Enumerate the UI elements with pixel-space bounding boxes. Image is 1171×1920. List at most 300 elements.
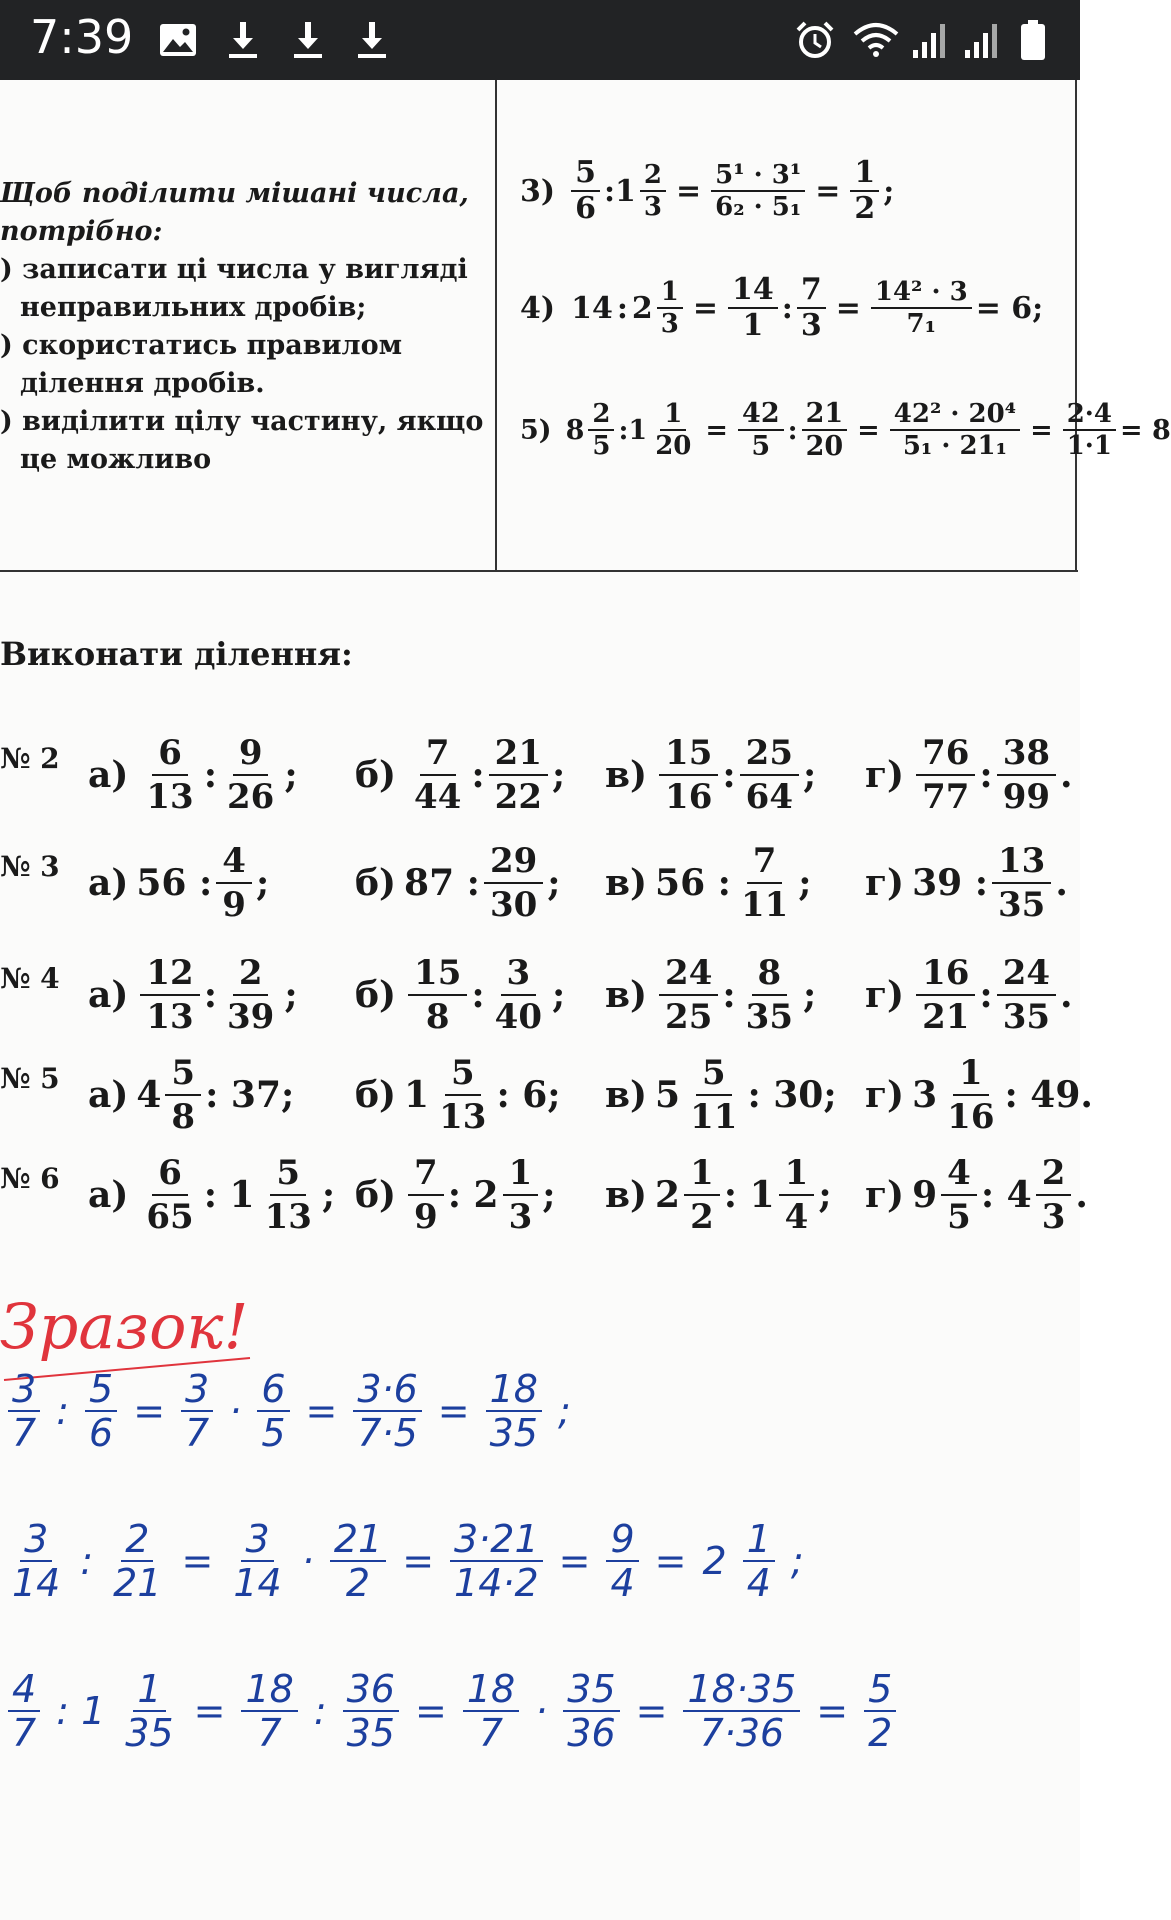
problem-item (355, 940, 565, 1050)
numerator: 15 (408, 956, 467, 996)
operator-text: = (402, 1539, 435, 1583)
fraction (353, 1367, 421, 1455)
operator-text: 1 (404, 1074, 430, 1116)
denominator: 14·2 (454, 1561, 539, 1605)
numerator: 7 (408, 1156, 444, 1196)
fraction (121, 1667, 177, 1755)
fraction (140, 1153, 199, 1237)
fraction (735, 841, 794, 925)
operator-text: = (635, 1689, 668, 1733)
fraction (109, 1517, 165, 1605)
numerator: 25 (740, 736, 799, 776)
denominator: 2 (345, 1561, 371, 1605)
problem-item (605, 828, 812, 938)
operator-text: ; (790, 1539, 804, 1583)
fraction (450, 1517, 543, 1605)
operator-text: : (203, 754, 217, 796)
fraction (489, 733, 548, 817)
denominator: 14 (12, 1561, 61, 1605)
operator-text: : 1 (56, 1689, 106, 1733)
problem-item (605, 940, 816, 1050)
fraction (330, 1517, 386, 1605)
operator-text: 4 (136, 1074, 162, 1116)
operator-text: · (229, 1389, 242, 1433)
battery-icon (1018, 18, 1048, 62)
denominator: 39 (226, 997, 275, 1037)
image-icon (158, 18, 198, 62)
fraction (85, 1367, 117, 1455)
numerator: 3 (241, 1520, 273, 1562)
problem-item (88, 720, 298, 830)
denominator: 65 (146, 1197, 194, 1237)
problem-item (355, 720, 565, 830)
fraction (140, 733, 199, 817)
download-icon (290, 18, 326, 62)
operator-text: ; (255, 862, 270, 904)
operator-text: ; (798, 862, 812, 904)
operator-text: · (301, 1539, 314, 1583)
fraction (743, 1517, 775, 1605)
fraction (916, 733, 975, 817)
denominator: 77 (922, 777, 970, 817)
problem-item (355, 1040, 561, 1150)
numerator: 3·6 (353, 1370, 421, 1412)
operator-text: 56 : (655, 862, 731, 904)
handwritten-line (0, 1367, 579, 1455)
operator-text: : (80, 1539, 94, 1583)
denominator: 16 (665, 777, 713, 817)
problem-number: № 2 (0, 742, 60, 775)
denominator: 25 (665, 997, 713, 1037)
operator-text: = (437, 1389, 470, 1433)
denominator: 9 (414, 1197, 438, 1237)
rules-step-3: ) виділити цілу частину, якщо це можливо (0, 406, 484, 475)
item-label: б) (355, 974, 397, 1016)
numerator: 38 (997, 736, 1056, 776)
item-label: в) (605, 1074, 648, 1116)
fraction (216, 841, 252, 925)
operator-text: : (979, 974, 993, 1016)
fraction (463, 1667, 519, 1755)
denominator: 64 (745, 777, 793, 817)
operator-text: = (181, 1539, 214, 1583)
denominator: 4 (784, 1197, 809, 1237)
operator-text: : 49. (1004, 1074, 1093, 1116)
example-label: 3) (520, 173, 556, 209)
denominator: 7 (12, 1411, 37, 1455)
denominator: 13 (264, 1197, 312, 1237)
denominator: 7 (185, 1411, 210, 1455)
problem-item (865, 720, 1073, 830)
handwritten-line (0, 1667, 904, 1755)
operator-text: ; (547, 862, 561, 904)
item-label: в) (605, 754, 648, 796)
operator-text: 5 (655, 1074, 681, 1116)
example-4: 4) 14 : 2 $\frac{1}{3}$ = $\frac{14}{1}$ : $\frac{7}{3}$ = $\frac{\text{14² · 3}}{\text{7₁}}$ = 6; (520, 272, 1044, 343)
problem-item (88, 940, 298, 1050)
item-label: г) (865, 1074, 905, 1116)
item-label: в) (605, 862, 648, 904)
fraction (486, 1367, 542, 1455)
denominator: 13 (146, 997, 194, 1037)
handwritten-line (0, 1517, 812, 1605)
fraction (221, 733, 280, 817)
problem-row (0, 720, 1080, 830)
fraction (503, 1153, 539, 1237)
fraction (241, 1667, 297, 1755)
item-label: б) (355, 862, 397, 904)
fraction (8, 1517, 64, 1605)
problem-item (88, 1140, 335, 1250)
fraction (408, 953, 467, 1037)
problem-item (355, 1140, 556, 1250)
operator-text: : 37; (205, 1074, 295, 1116)
operator-text: : (722, 974, 736, 1016)
operator-text: ; (284, 974, 298, 1016)
rules-text (0, 175, 490, 479)
example-3: 3) $\frac{5}{6}$ : 1 $\frac{2}{3}$ = $\frac{\text{5¹ · 3¹}}{\text{6₂ · 5₁}}$ = $\frac{1}{2}$ ; (520, 155, 895, 226)
signal-icon (962, 18, 1002, 62)
fraction (684, 1153, 720, 1237)
item-label: а) (88, 1074, 129, 1116)
numerator: 5 (270, 1156, 306, 1196)
denominator: 2 (868, 1711, 893, 1755)
fraction (992, 841, 1051, 925)
numerator: 21 (330, 1520, 386, 1562)
item-label: а) (88, 754, 129, 796)
item-label: а) (88, 862, 129, 904)
operator-text: : (471, 754, 485, 796)
numerator: 1 (743, 1520, 775, 1562)
denominator: 7·5 (357, 1411, 418, 1455)
denominator: 22 (494, 777, 542, 817)
denominator: 40 (494, 997, 542, 1037)
operator-text: 9 (912, 1174, 938, 1216)
numerator: 5 (165, 1056, 201, 1096)
problem-item (88, 828, 269, 938)
problem-item (605, 1040, 837, 1150)
photo-content (0, 80, 1171, 1920)
sample-title: Зразок! (0, 1290, 249, 1363)
operator-text: . (1060, 974, 1073, 1016)
denominator: 21 (113, 1561, 162, 1605)
fraction (864, 1667, 896, 1755)
item-label: а) (88, 974, 129, 1016)
numerator: 2 (121, 1520, 153, 1562)
operator-text: ; (803, 974, 817, 1016)
operator-text: : (313, 1689, 327, 1733)
problem-number: № 6 (0, 1162, 60, 1195)
fraction (221, 953, 280, 1037)
numerator: 1 (133, 1670, 165, 1712)
status-time: 7:39 (30, 10, 134, 64)
operator-text: . (1060, 754, 1073, 796)
numerator: 18·35 (683, 1670, 800, 1712)
fraction (740, 733, 799, 817)
numerator: 36 (343, 1670, 399, 1712)
numerator: 3 (501, 956, 537, 996)
operator-text: : 1 (203, 1174, 255, 1216)
numerator: 6 (152, 736, 188, 776)
fraction (779, 1153, 815, 1237)
alarm-icon (795, 18, 835, 62)
numerator: 21 (489, 736, 548, 776)
signal-icon (910, 18, 950, 62)
item-label: в) (605, 974, 648, 1016)
fraction (343, 1667, 399, 1755)
operator-text: : 4 (980, 1174, 1032, 1216)
section-title: Виконати ділення: (0, 635, 353, 673)
fraction (684, 1053, 743, 1137)
item-label: г) (865, 974, 905, 1016)
problem-row (0, 1040, 1093, 1150)
operator-text: ; (557, 1389, 571, 1433)
fraction (563, 1667, 619, 1755)
numerator: 5 (85, 1370, 117, 1412)
numerator: 18 (486, 1370, 542, 1412)
numerator: 9 (606, 1520, 638, 1562)
operator-text: = (414, 1689, 447, 1733)
numerator: 3 (181, 1370, 213, 1412)
fraction (229, 1517, 285, 1605)
operator-text: : 6; (496, 1074, 561, 1116)
operator-text: : (203, 974, 217, 1016)
denominator: 3 (508, 1197, 533, 1237)
fraction (257, 1367, 289, 1455)
numerator: 35 (563, 1670, 619, 1712)
problem-item (865, 1140, 1088, 1250)
numerator: 5 (445, 1056, 481, 1096)
download-icon (225, 18, 261, 62)
item-label: в) (605, 1174, 648, 1216)
denominator: 35 (125, 1711, 174, 1755)
numerator: 7 (420, 736, 456, 776)
example-label: 5) (520, 414, 552, 446)
denominator: 11 (740, 885, 789, 925)
denominator: 7 (12, 1711, 37, 1755)
fraction (997, 953, 1056, 1037)
operator-text: : 30; (747, 1074, 837, 1116)
numerator: 16 (916, 956, 975, 996)
problem-item (865, 828, 1068, 938)
item-label: г) (865, 1174, 905, 1216)
problem-item (605, 1140, 832, 1250)
denominator: 5 (947, 1197, 971, 1237)
item-label: б) (355, 754, 397, 796)
fraction (941, 1053, 1000, 1137)
operator-text: : (56, 1389, 69, 1433)
operator-text: · (535, 1689, 548, 1733)
rules-heading: Щоб поділити мішані числа, потрібно: (0, 178, 469, 247)
denominator: 35 (998, 885, 1046, 925)
numerator: 5 (864, 1670, 896, 1712)
numerator: 3·21 (450, 1520, 543, 1562)
rules-step-1: ) записати ці числа у вигляді неправильних дробів; (0, 254, 468, 323)
denominator: 9 (222, 885, 246, 925)
numerator: 29 (484, 844, 543, 884)
operator-text: ; (542, 1174, 556, 1216)
operator-text: ; (818, 1174, 832, 1216)
box-border-bottom (0, 570, 1078, 572)
denominator: 5 (261, 1411, 286, 1455)
operator-text: . (1055, 862, 1068, 904)
numerator: 6 (152, 1156, 188, 1196)
numerator: 1 (779, 1156, 815, 1196)
numerator: 5 (696, 1056, 732, 1096)
fraction (140, 953, 199, 1037)
operator-text: 39 : (912, 862, 989, 904)
denominator: 30 (489, 885, 538, 925)
fraction (683, 1667, 800, 1755)
problem-row (0, 940, 1080, 1050)
numerator: 3 (20, 1520, 52, 1562)
operator-text: = (816, 1689, 849, 1733)
operator-text: 2 (655, 1174, 681, 1216)
numerator: 2 (233, 956, 269, 996)
fraction (8, 1367, 40, 1455)
denominator: 99 (1002, 777, 1051, 817)
fraction (165, 1053, 201, 1137)
denominator: 35 (1002, 997, 1051, 1037)
operator-text: . (1075, 1174, 1088, 1216)
denominator: 13 (439, 1097, 487, 1137)
problem-number: № 4 (0, 962, 60, 995)
denominator: 26 (226, 777, 275, 817)
example-label: 4) (520, 290, 556, 326)
denominator: 7 (257, 1711, 282, 1755)
operator-text: = (558, 1539, 591, 1583)
denominator: 35 (346, 1711, 395, 1755)
fraction (606, 1517, 638, 1605)
numerator: 18 (241, 1670, 297, 1712)
numerator: 18 (463, 1670, 519, 1712)
operator-text: ; (321, 1174, 336, 1216)
denominator: 35 (745, 997, 793, 1037)
numerator: 13 (992, 844, 1051, 884)
operator-text: 87 : (404, 862, 480, 904)
denominator: 35 (489, 1411, 538, 1455)
denominator: 4 (746, 1561, 771, 1605)
example-5: 5) 8 $\frac{2}{5}$ : 1 $\frac{1}{20}$ = $\frac{42}{5}$ : $\frac{21}{20}$ = $\frac{\text{42² · 20⁴}}{\text{5₁ · 21₁}}$ = $\frac{2\cdot 4}{1\cdot 1}$ = 8 (520, 398, 1171, 462)
operator-text: 56 : (136, 862, 213, 904)
wifi-icon (850, 18, 902, 62)
operator-text: : 2 (447, 1174, 499, 1216)
fraction (8, 1667, 40, 1755)
problem-row (0, 1140, 1088, 1250)
denominator: 21 (922, 997, 970, 1037)
numerator: 4 (216, 844, 252, 884)
denominator: 8 (425, 997, 450, 1037)
item-label: г) (865, 754, 905, 796)
problem-number: № 5 (0, 1062, 60, 1095)
denominator: 7·36 (699, 1711, 785, 1755)
fraction (916, 953, 975, 1037)
operator-text: ; (552, 754, 566, 796)
fraction (659, 953, 718, 1037)
denominator: 7 (478, 1711, 504, 1755)
fraction (740, 953, 799, 1037)
denominator: 14 (233, 1561, 282, 1605)
numerator: 7 (747, 844, 783, 884)
box-divider (495, 80, 497, 572)
operator-text: : 1 (723, 1174, 775, 1216)
problem-row (0, 828, 1080, 938)
denominator: 44 (414, 777, 462, 817)
fraction (489, 953, 548, 1037)
problem-item (605, 720, 816, 830)
operator-text: 2 (702, 1539, 727, 1583)
numerator: 76 (916, 736, 975, 776)
item-label: а) (88, 1174, 129, 1216)
box-border-right (1075, 80, 1077, 572)
operator-text: = (654, 1539, 687, 1583)
denominator: 6 (89, 1411, 114, 1455)
problem-number: № 3 (0, 850, 60, 883)
numerator: 1 (503, 1156, 539, 1196)
rules-step-2: ) скористатись правилом ділення дробів. (0, 330, 403, 399)
numerator: 1 (953, 1056, 989, 1096)
denominator: 36 (567, 1711, 616, 1755)
numerator: 2 (1036, 1156, 1072, 1196)
denominator: 2 (690, 1197, 714, 1237)
operator-text: : (471, 974, 485, 1016)
denominator: 3 (1041, 1197, 1066, 1237)
numerator: 4 (8, 1670, 40, 1712)
numerator: 15 (659, 736, 718, 776)
operator-text: = (305, 1389, 338, 1433)
numerator: 4 (941, 1156, 977, 1196)
fraction (259, 1153, 318, 1237)
numerator: 6 (257, 1370, 289, 1412)
operator-text: = (193, 1689, 226, 1733)
operator-text: ; (552, 974, 566, 1016)
numerator: 1 (684, 1156, 720, 1196)
item-label: г) (865, 862, 905, 904)
download-icon (354, 18, 390, 62)
operator-text: 3 (912, 1074, 938, 1116)
denominator: 4 (610, 1561, 635, 1605)
operator-text: : (979, 754, 993, 796)
fraction (484, 841, 543, 925)
operator-text: : (722, 754, 736, 796)
operator-text: = (133, 1389, 166, 1433)
problem-item (865, 940, 1073, 1050)
numerator: 24 (659, 956, 718, 996)
numerator: 9 (233, 736, 269, 776)
problem-item (355, 828, 561, 938)
fraction (181, 1367, 213, 1455)
fraction (659, 733, 718, 817)
problem-item (865, 1040, 1093, 1150)
fraction (408, 733, 467, 817)
fraction (941, 1153, 977, 1237)
denominator: 16 (947, 1097, 995, 1137)
operator-text: ; (284, 754, 298, 796)
denominator: 8 (171, 1097, 196, 1137)
item-label: б) (355, 1074, 397, 1116)
item-label: б) (355, 1174, 397, 1216)
numerator: 3 (8, 1370, 40, 1412)
denominator: 11 (690, 1097, 738, 1137)
numerator: 24 (997, 956, 1056, 996)
denominator: 13 (146, 777, 194, 817)
numerator: 12 (140, 956, 199, 996)
problem-item (88, 1040, 294, 1150)
fraction (1036, 1153, 1072, 1237)
fraction (433, 1053, 492, 1137)
fraction (408, 1153, 444, 1237)
status-bar (0, 0, 1080, 80)
